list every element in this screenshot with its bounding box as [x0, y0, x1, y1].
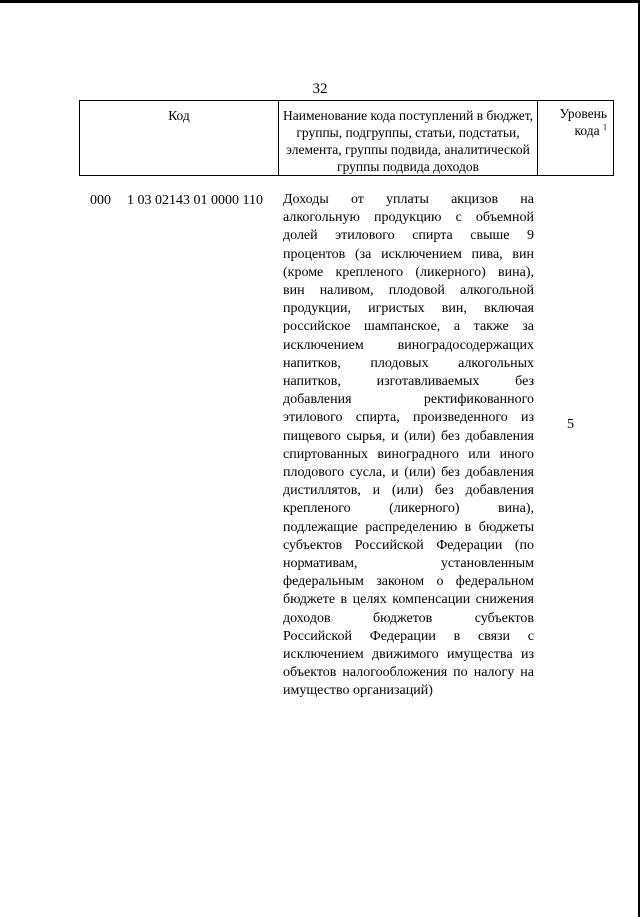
- header-level-line1: Уровень: [559, 106, 607, 121]
- description-line: подлежащие распределению в бюджеты: [283, 519, 534, 535]
- description-line: вин наливом, плодовой алкогольной: [283, 283, 534, 299]
- description-line: (кроме крепленого (ликерного) вина),: [283, 264, 534, 280]
- description-line: добавления ректификованного: [283, 392, 534, 408]
- description-line: объектов налогообложения по налогу на: [283, 665, 534, 681]
- description-line: дистиллятов, и (или) без добавления: [283, 483, 534, 499]
- scan-edge-top: [0, 0, 640, 3]
- row-level: 5: [567, 417, 574, 432]
- row-description: [283, 191, 534, 701]
- description-line: этилового спирта, произведенного из: [283, 410, 534, 426]
- header-code: Код: [80, 101, 279, 176]
- row-classification-code: 1 03 02143 01 0000 110: [127, 193, 263, 208]
- description-line: российское шампанское, а также за: [283, 319, 534, 335]
- description-line: федеральным законом о федеральном: [283, 574, 534, 590]
- description-line: нормативам, установленным: [283, 556, 534, 572]
- description-line: исключением движимого имущества из: [283, 647, 534, 663]
- description-line: пищевого сырья, и (или) без добавления: [283, 428, 534, 444]
- header-table: [79, 100, 614, 176]
- description-line: алкогольную продукцию с объемной: [283, 210, 534, 226]
- description-line: долей этилового спирта свыше 9: [283, 228, 534, 244]
- header-level: [538, 101, 614, 176]
- description-line: имущество организаций): [283, 683, 433, 699]
- description-line: бюджете в целях компенсации снижения: [283, 592, 534, 608]
- description-line: субъектов Российской Федерации (по: [283, 537, 534, 553]
- description-line: продукции, игристых вин, включая: [283, 301, 534, 317]
- description-line: напитков, плодовых алкогольных: [283, 355, 534, 371]
- description-line: доходов бюджетов субъектов: [283, 610, 534, 626]
- description-line: исключением виноградосодержащих: [283, 337, 534, 353]
- header-level-line2: [538, 122, 607, 139]
- description-line: процентов (за исключением пива, вин: [283, 246, 534, 262]
- description-line: спиртованных виноградного или иного: [283, 446, 534, 462]
- header-level-word: кода: [574, 123, 600, 138]
- description-line: крепленого (ликерного) вина),: [283, 501, 534, 517]
- header-name: Наименование кода поступлений в бюджет, группы, подгруппы, статьи, подстатьи, элемента, группы подвида, аналитической группы подвида доходов: [279, 101, 538, 176]
- description-line: плодового сусла, и (или) без добавления: [283, 465, 534, 481]
- description-line: напитков, изготавливаемых без: [283, 374, 534, 390]
- description-line: Доходы от уплаты акцизов на: [283, 192, 534, 207]
- page-number: 32: [312, 81, 328, 97]
- description-line: Российской Федерации в связи с: [283, 628, 534, 644]
- header-level-footnote: 1: [603, 122, 607, 132]
- row-admin-code: 000: [90, 193, 111, 208]
